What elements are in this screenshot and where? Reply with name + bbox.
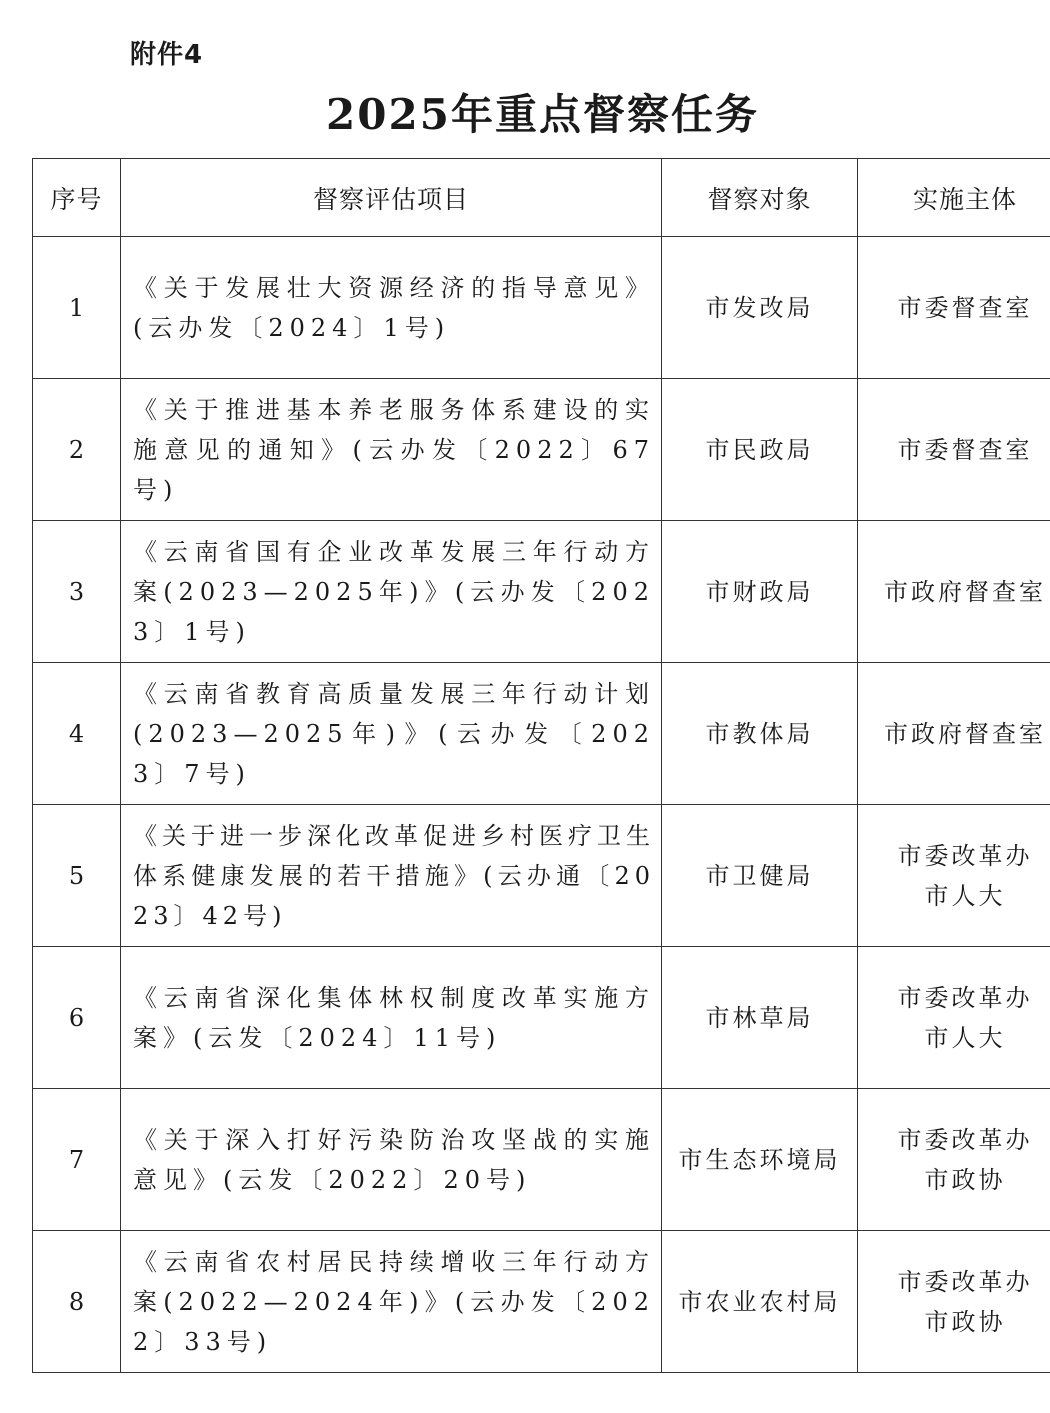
implementer-line: 市人大 xyxy=(924,881,1006,910)
implementer-line: 市委改革办 xyxy=(897,1267,1033,1296)
row-target: 市林草局 xyxy=(662,947,858,1089)
implementer-line: 市政协 xyxy=(924,1307,1006,1336)
implementer-line: 市委督查室 xyxy=(897,435,1033,464)
row-target: 市民政局 xyxy=(662,379,858,521)
implementer-line: 市人大 xyxy=(924,1023,1006,1052)
implementer-line: 市委改革办 xyxy=(897,1125,1033,1154)
implementer-line: 市委改革办 xyxy=(897,841,1033,870)
row-target: 市卫健局 xyxy=(662,805,858,947)
column-header-number: 序号 xyxy=(33,159,121,237)
table-row xyxy=(33,237,1050,379)
row-item: 《云南省国有企业改革发展三年行动方案(2023—2025年)》(云办发〔2023〕1号) xyxy=(121,521,662,663)
row-item: 《关于进一步深化改革促进乡村医疗卫生体系健康发展的若干措施》(云办通〔2023〕42号) xyxy=(121,805,662,947)
row-number: 5 xyxy=(33,805,121,947)
row-target: 市教体局 xyxy=(662,663,858,805)
implementer-line: 市政府督查室 xyxy=(884,719,1046,748)
table-row xyxy=(33,379,1050,521)
row-item: 《云南省教育高质量发展三年行动计划(2023—2025年)》(云办发〔2023〕7号) xyxy=(121,663,662,805)
row-target: 市农业农村局 xyxy=(662,1231,858,1373)
row-implementer xyxy=(858,379,1050,521)
row-item: 《云南省深化集体林权制度改革实施方案》(云发〔2024〕11号) xyxy=(121,947,662,1089)
row-implementer xyxy=(858,805,1050,947)
row-number: 2 xyxy=(33,379,121,521)
row-target: 市发改局 xyxy=(662,237,858,379)
row-implementer xyxy=(858,663,1050,805)
column-header-item: 督察评估项目 xyxy=(121,159,662,237)
table-row xyxy=(33,1089,1050,1231)
row-item: 《云南省农村居民持续增收三年行动方案(2022—2024年)》(云办发〔2022〕33号) xyxy=(121,1231,662,1373)
row-number: 7 xyxy=(33,1089,121,1231)
row-target: 市财政局 xyxy=(662,521,858,663)
row-number: 6 xyxy=(33,947,121,1089)
table-row xyxy=(33,947,1050,1089)
row-implementer xyxy=(858,1089,1050,1231)
row-implementer xyxy=(858,237,1050,379)
implementer-line: 市委改革办 xyxy=(897,983,1033,1012)
row-implementer xyxy=(858,521,1050,663)
table-row xyxy=(33,805,1050,947)
column-header-target: 督察对象 xyxy=(662,159,858,237)
row-number: 3 xyxy=(33,521,121,663)
table-row xyxy=(33,663,1050,805)
supervision-task-table xyxy=(32,158,1050,1373)
row-item: 《关于推进基本养老服务体系建设的实施意见的通知》(云办发〔2022〕67号) xyxy=(121,379,662,521)
implementer-line: 市政协 xyxy=(924,1165,1006,1194)
row-item: 《关于发展壮大资源经济的指导意见》(云办发〔2024〕1号) xyxy=(121,237,662,379)
row-number: 4 xyxy=(33,663,121,805)
row-target: 市生态环境局 xyxy=(662,1089,858,1231)
table-row xyxy=(33,1231,1050,1373)
row-implementer xyxy=(858,947,1050,1089)
table-header-row xyxy=(33,159,1050,237)
implementer-line: 市委督查室 xyxy=(897,293,1033,322)
implementer-line: 市政府督查室 xyxy=(884,577,1046,606)
attachment-label: 附件4 xyxy=(130,40,204,70)
row-number: 8 xyxy=(33,1231,121,1373)
row-implementer xyxy=(858,1231,1050,1373)
document-title: 2025年重点督察任务 xyxy=(326,90,759,139)
row-number: 1 xyxy=(33,237,121,379)
column-header-implementer: 实施主体 xyxy=(858,159,1050,237)
row-item: 《关于深入打好污染防治攻坚战的实施意见》(云发〔2022〕20号) xyxy=(121,1089,662,1231)
table-row xyxy=(33,521,1050,663)
